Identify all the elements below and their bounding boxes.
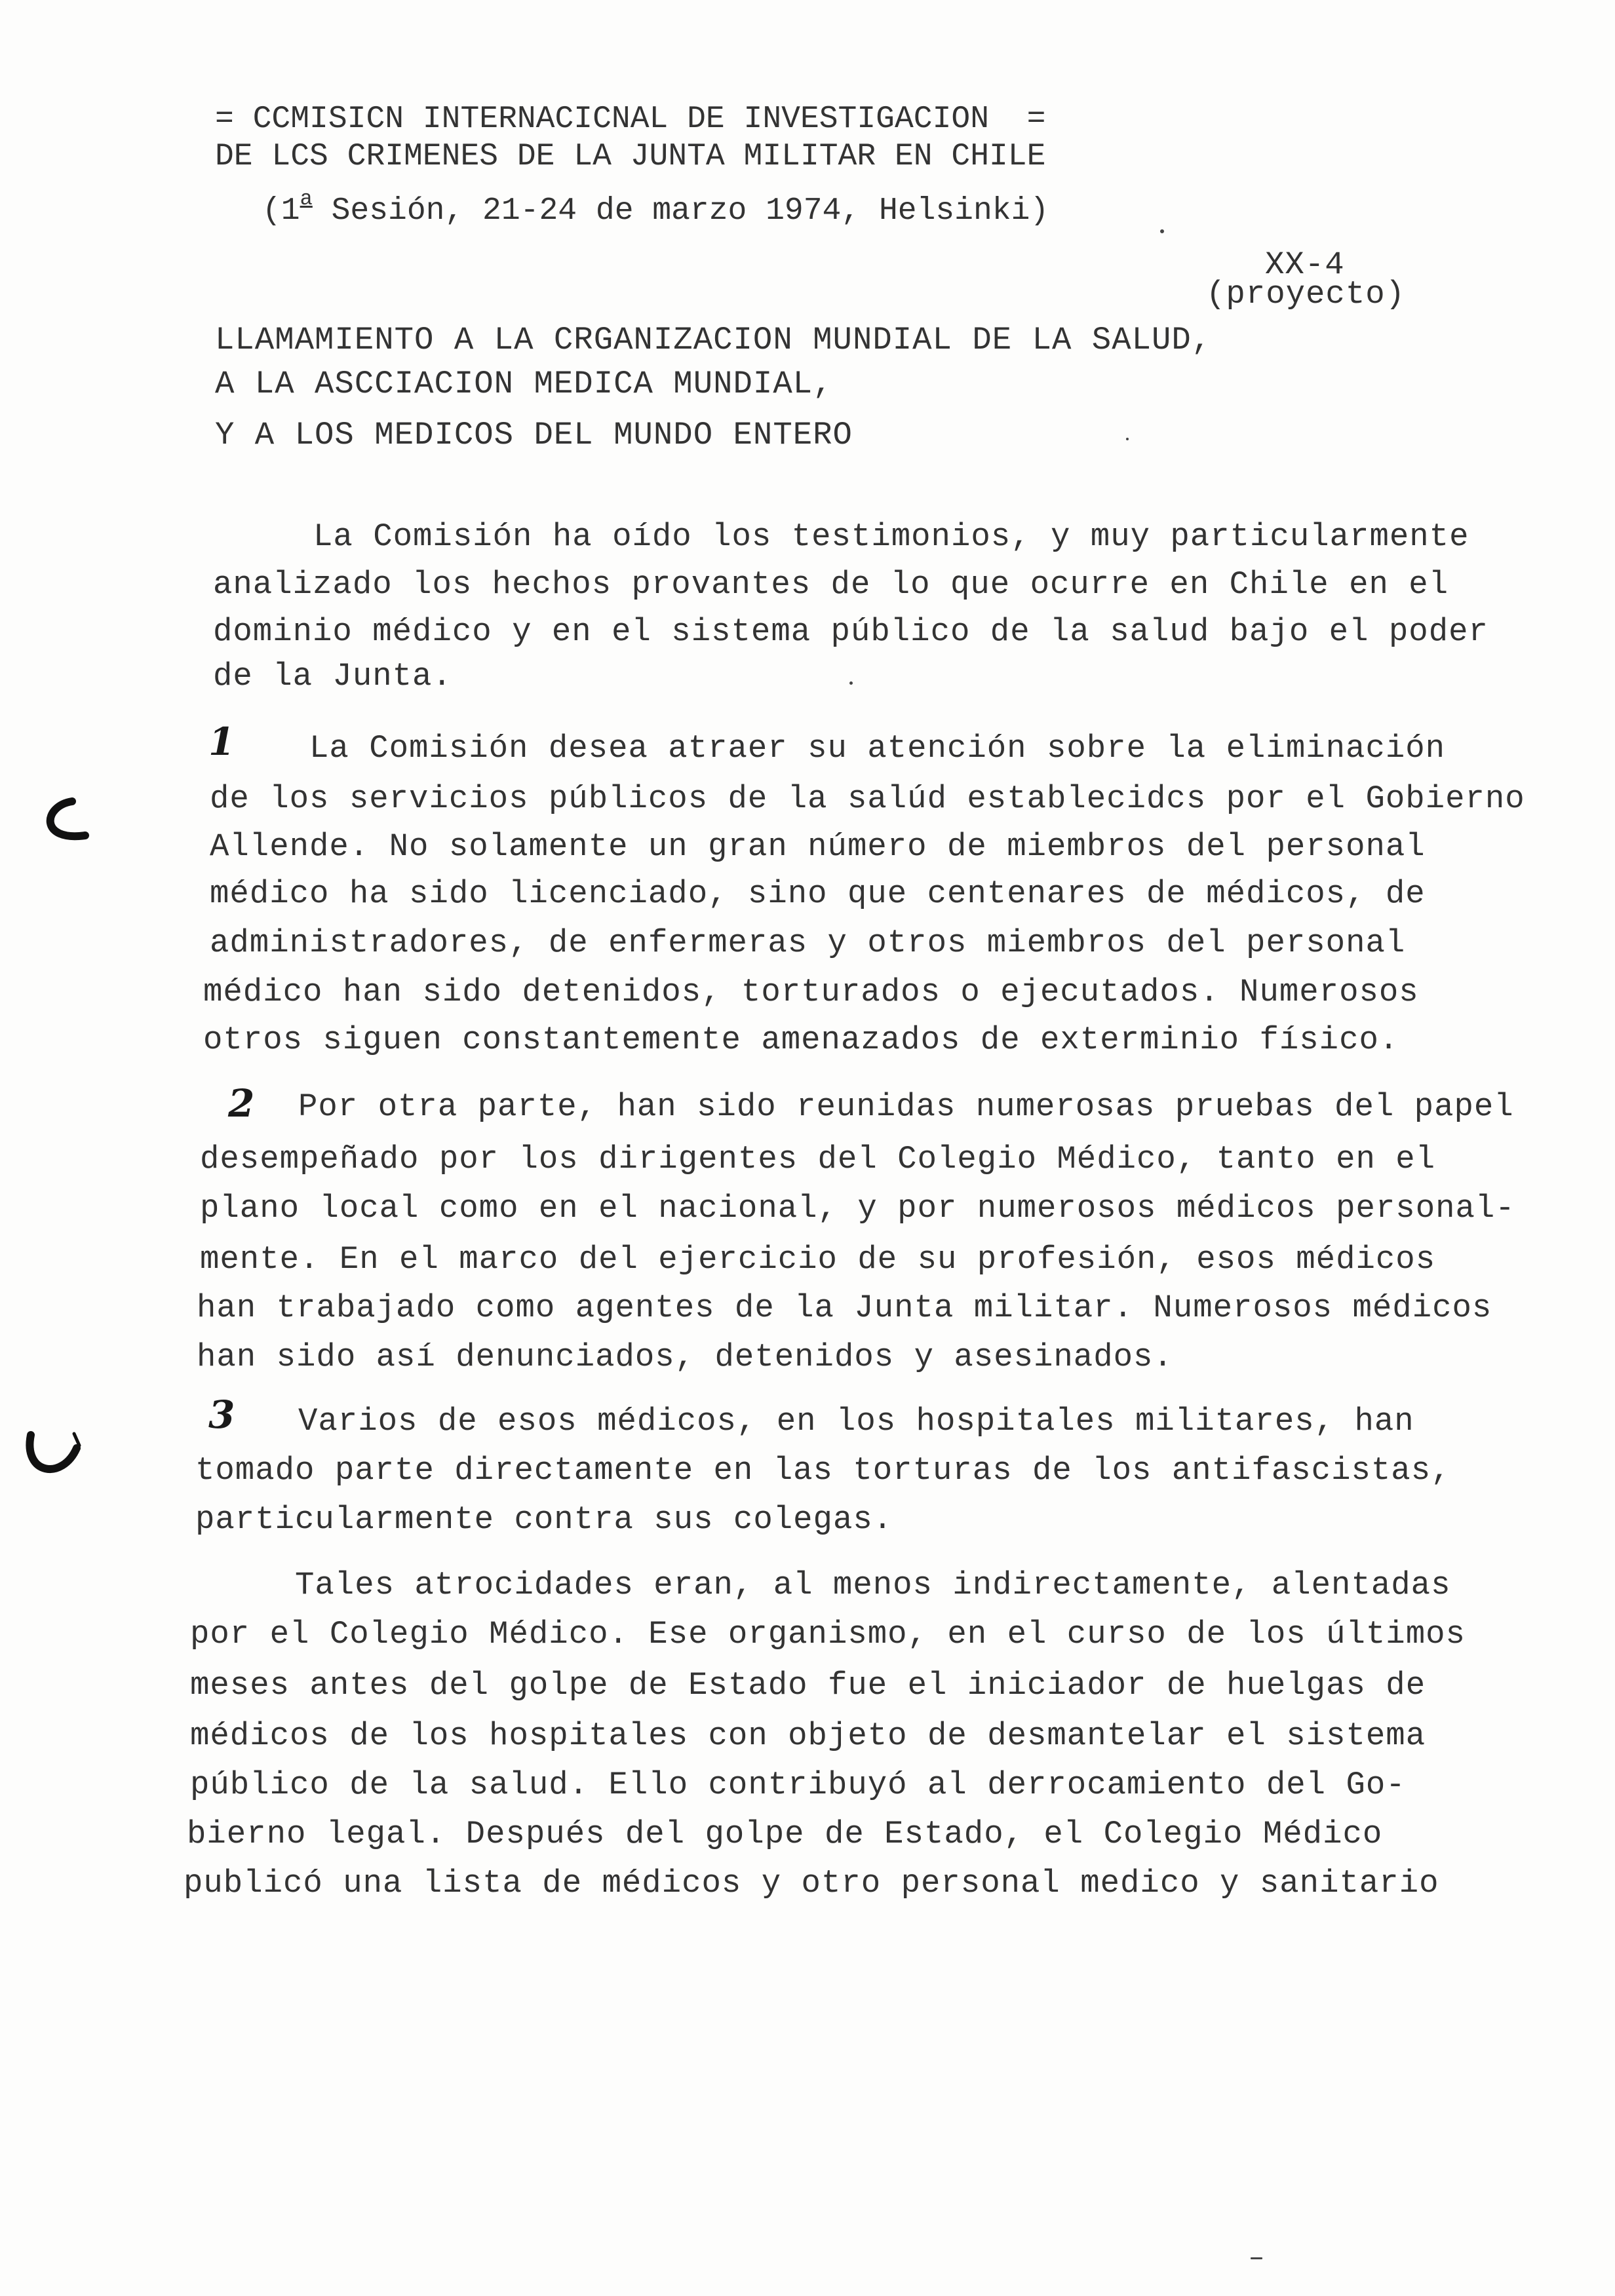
header-session-rest: Sesión, 21-24 de marzo 1974, Helsinki) [312, 193, 1049, 229]
speck-mark [1251, 2257, 1262, 2259]
doc-code: XX-4 [1265, 246, 1345, 283]
point-2-line-6: han sido así denunciados, detenidos y asesinados. [197, 1339, 1173, 1375]
header-line-1: = CCMISICN INTERNACICNAL DE INVESTIGACION = [215, 102, 1046, 137]
closing-line-2: por el Colegio Médico. Ese organismo, en el curso de los últimos [190, 1616, 1466, 1653]
intro-line-4: de la Junta. [213, 658, 452, 695]
closing-line-3: meses antes del golpe de Estado fue el iniciador de huelgas de [190, 1667, 1426, 1704]
point-3-line-3: particularmente contra sus colegas. [195, 1501, 893, 1538]
intro-line-2: analizado los hechos provantes de lo que ocurre en Chile en el [213, 566, 1449, 603]
closing-line-1: Tales atrocidades eran, al menos indirectamente, alentadas [295, 1567, 1451, 1603]
point-2-line-4: mente. En el marco del ejercicio de su profesión, esos médicos [200, 1241, 1436, 1278]
speck-mark [1160, 229, 1164, 233]
header-line-2: DE LCS CRIMENES DE LA JUNTA MILITAR EN CHILE [215, 139, 1046, 174]
point-1-line-5: administradores, de enfermeras y otros miembros del personal [210, 925, 1406, 961]
closing-line-7: publicó una lista de médicos y otro personal medico y sanitario [184, 1865, 1439, 1902]
header-session-open: (1 [262, 193, 300, 229]
point-3-marker: 3 [208, 1392, 235, 1437]
header-line-3 [262, 189, 1049, 227]
title-line-1: LLAMAMIENTO A LA CRGANIZACION MUNDIAL DE LA SALUD, [215, 322, 1212, 358]
point-3-line-2: tomado parte directamente en las torturas de los antifascistas, [195, 1452, 1451, 1489]
point-2-marker: 2 [228, 1081, 255, 1126]
point-1-line-3: Allende. No solamente un gran número de miembros del personal [210, 828, 1426, 865]
point-1-line-7: otros siguen constantemente amenazados de exterminio físico. [203, 1022, 1399, 1058]
closing-line-6: bierno legal. Después del golpe de Estado, el Colegio Médico [187, 1816, 1383, 1852]
intro-line-3: dominio médico y en el sistema público de la salud bajo el poder [213, 613, 1489, 650]
point-1-line-4: médico ha sido licenciado, sino que centenares de médicos, de [210, 875, 1426, 912]
closing-line-4: médicos de los hospitales con objeto de desmantelar el sistema [190, 1717, 1426, 1754]
point-1-line-6: médico han sido detenidos, torturados o ejecutados. Numerosos [203, 974, 1419, 1010]
point-3-line-1: Varios de esos médicos, en los hospitales militares, han [298, 1403, 1414, 1440]
binder-mark-bottom [16, 1415, 88, 1487]
point-1-marker: 1 [208, 719, 235, 764]
title-line-2: A LA ASCCIACION MEDICA MUNDIAL, [215, 366, 833, 402]
intro-line-1: La Comisión ha oído los testimonios, y muy particularmente [313, 518, 1469, 555]
point-1-line-2: de los servicios públicos de la salúd establecidcs por el Gobierno [210, 780, 1525, 817]
point-2-line-3: plano local como en el nacional, y por numerosos médicos personal- [200, 1190, 1515, 1227]
binder-mark-top [26, 796, 92, 855]
speck-mark [849, 681, 853, 685]
point-2-line-2: desempeñado por los dirigentes del Colegio Médico, tanto en el [200, 1141, 1436, 1177]
closing-line-5: público de la salud. Ello contribuyó al derrocamiento del Go- [190, 1767, 1406, 1803]
point-1-line-1: La Comisión desea atraer su atención sobre la eliminación [309, 730, 1446, 767]
point-2-line-5: han trabajado como agentes de la Junta militar. Numerosos médicos [197, 1290, 1492, 1326]
title-line-3: Y A LOS MEDICOS DEL MUNDO ENTERO [215, 417, 853, 453]
doc-status: (proyecto) [1206, 276, 1406, 313]
header-session-ordinal: a [300, 187, 313, 211]
point-2-line-1: Por otra parte, han sido reunidas numerosas pruebas del papel [298, 1088, 1514, 1125]
speck-mark [1126, 438, 1129, 440]
